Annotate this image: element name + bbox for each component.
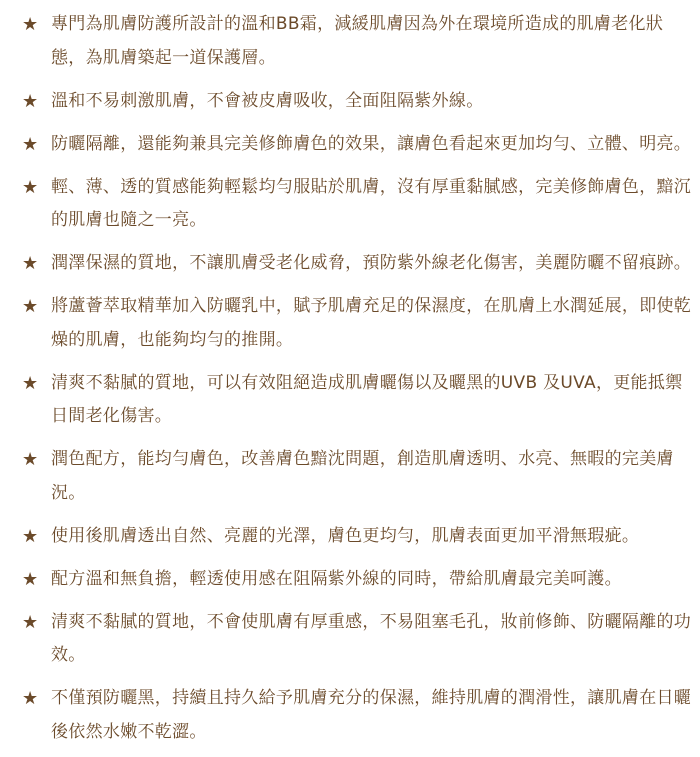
star-icon: ★ <box>22 372 39 394</box>
star-icon: ★ <box>22 14 39 35</box>
star-icon: ★ <box>22 176 39 198</box>
feature-text: 清爽不黏膩的質地，不會使肌膚有厚重感，不易阻塞毛孔，妝前修飾、防曬隔離的功效。 <box>51 611 692 665</box>
feature-text: 不僅預防曬黑，持續且持久給予肌膚充分的保濕，維持肌膚的潤滑性，讓肌膚在日曬後依然水嫩不乾澀。 <box>51 688 692 742</box>
feature-text: 防曬隔離，還能夠兼具完美修飾膚色的效果，讓膚色看起來更加均勻、立體、明亮。 <box>51 133 692 154</box>
feature-text: 潤色配方，能均勻膚色，改善膚色黯沈問題，創造肌膚透明、水亮、無暇的完美膚況。 <box>51 449 674 503</box>
star-icon: ★ <box>22 90 39 112</box>
feature-item <box>22 128 692 162</box>
feature-item <box>22 85 692 119</box>
feature-text: 專門為肌膚防護所設計的溫和BB霜，減緩肌膚因為外在環境所造成的肌膚老化狀態，為肌膚築起一道保護層。 <box>51 14 664 68</box>
feature-item <box>22 443 692 510</box>
star-icon: ★ <box>22 253 39 274</box>
feature-item <box>22 247 692 281</box>
star-icon: ★ <box>22 296 39 317</box>
star-icon: ★ <box>22 568 39 590</box>
feature-text: 輕、薄、透的質感能夠輕鬆均勻服貼於肌膚，沒有厚重黏膩感，完美修飾膚色，黯沉的肌膚也隨之一亮。 <box>51 176 692 230</box>
star-icon: ★ <box>22 133 39 155</box>
feature-text: 配方溫和無負擔，輕透使用感在阻隔紫外線的同時，帶給肌膚最完美呵護。 <box>51 568 622 589</box>
feature-item <box>22 606 692 673</box>
feature-text: 溫和不易刺激肌膚，不會被皮膚吸收，全面阻隔紫外線。 <box>51 90 484 111</box>
feature-item <box>22 367 692 434</box>
feature-item <box>22 290 692 357</box>
feature-item <box>22 8 692 75</box>
star-icon: ★ <box>22 525 39 547</box>
star-icon: ★ <box>22 449 39 470</box>
feature-item <box>22 520 692 554</box>
feature-item <box>22 171 692 238</box>
feature-text: 將蘆薈萃取精華加入防曬乳中，賦予肌膚充足的保濕度，在肌膚上水潤延展，即使乾燥的肌膚，也能夠均勻的推開。 <box>51 296 692 350</box>
feature-text: 清爽不黏膩的質地，可以有效阻絕造成肌膚曬傷以及曬黑的UVB 及UVA，更能抵禦日間老化傷害。 <box>51 372 683 426</box>
feature-item <box>22 682 692 749</box>
feature-text: 潤澤保濕的質地，不讓肌膚受老化威脅，預防紫外線老化傷害，美麗防曬不留痕跡。 <box>51 253 692 273</box>
star-icon: ★ <box>22 611 39 633</box>
star-icon: ★ <box>22 688 39 709</box>
feature-item <box>22 563 692 597</box>
feature-text: 使用後肌膚透出自然、亮麗的光澤，膚色更均勻，肌膚表面更加平滑無瑕疵。 <box>51 525 640 546</box>
